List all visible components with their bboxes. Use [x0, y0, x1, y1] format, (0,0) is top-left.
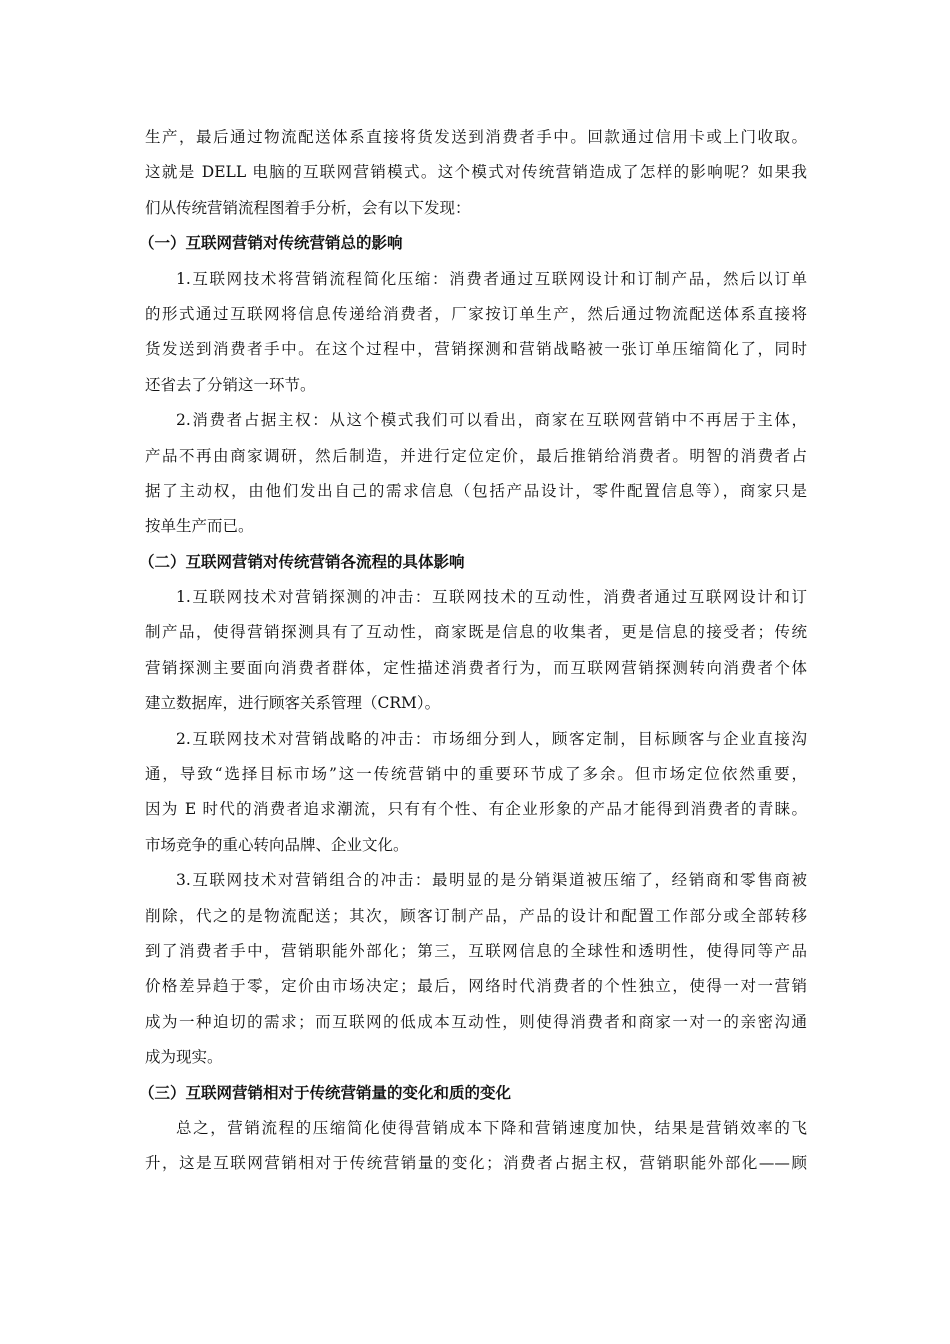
- paragraph: [145, 580, 807, 722]
- text-line: 们从传统营销流程图着手分析，会有以下发现：: [145, 198, 471, 217]
- paragraph: [145, 403, 807, 545]
- paragraph: [145, 262, 807, 404]
- text-line: 2.消费者占据主权：从这个模式我们可以看出，商家在互联网营销中不再居于主体，: [176, 411, 807, 430]
- text-line: 价格差异趋于零，定价由市场决定；最后，网络时代消费者的个性独立，使得一对一营销: [145, 977, 807, 996]
- text-line: 建立数据库，进行顾客关系管理（CRM）。: [145, 694, 441, 713]
- text-line: 营销探测主要面向消费者群体，定性描述消费者行为，而互联网营销探测转向消费者个体: [145, 658, 807, 677]
- intro-paragraph: [145, 120, 807, 226]
- text-line: 3.互联网技术对营销组合的冲击：最明显的是分销渠道被压缩了，经销商和零售商被: [176, 871, 807, 890]
- text-line: 按单生产而已。: [145, 517, 254, 536]
- text-line: 制产品，使得营销探测具有了互动性，商家既是信息的收集者，更是信息的接受者；传统: [145, 623, 807, 642]
- text-line: 2.互联网技术对营销战略的冲击：市场细分到人，顾客定制，目标顾客与企业直接沟: [176, 729, 807, 748]
- text-line: 成为一种迫切的需求；而互联网的低成本互动性，则使得消费者和商家一对一的亲密沟通: [145, 1012, 807, 1031]
- document-body: [139, 120, 807, 1182]
- text-line: 1.互联网技术将营销流程简化压缩：消费者通过互联网设计和订制产品，然后以订单: [176, 269, 807, 288]
- text-line: 通，导致“选择目标市场”这一传统营销中的重要环节成了多余。但市场定位依然重要，: [145, 765, 807, 784]
- text-line: 货发送到消费者手中。在这个过程中，营销探测和营销战略被一张订单压缩简化了，同时: [145, 340, 807, 359]
- paragraph: [145, 722, 807, 864]
- text-line: 因为 E 时代的消费者追求潮流，只有有个性、有企业形象的产品才能得到消费者的青睐。: [145, 800, 807, 819]
- paragraph: [145, 1111, 807, 1182]
- text-line: 市场竞争的重心转向品牌、企业文化。: [145, 835, 409, 854]
- text-line: 1.互联网技术对营销探测的冲击：互联网技术的互动性，消费者通过互联网设计和订: [176, 588, 807, 607]
- section-heading-3: （三）互联网营销相对于传统营销量的变化和质的变化: [139, 1083, 512, 1102]
- text-line: 到了消费者手中，营销职能外部化；第三，互联网信息的全球性和透明性，使得同等产品: [145, 941, 807, 960]
- text-line: 还省去了分销这一环节。: [145, 375, 316, 394]
- paragraph: [145, 863, 807, 1075]
- text-line: 成为现实。: [145, 1048, 223, 1067]
- text-line: 总之，营销流程的压缩简化使得营销成本下降和营销速度加快，结果是营销效率的飞: [176, 1118, 807, 1137]
- text-line: 据了主动权，由他们发出自己的需求信息（包括产品设计，零件配置信息等），商家只是: [145, 481, 807, 500]
- text-line: 削除，代之的是物流配送；其次，顾客订制产品，产品的设计和配置工作部分或全部转移: [145, 906, 807, 925]
- text-line: 的形式通过互联网将信息传递给消费者，厂家按订单生产，然后通过物流配送体系直接将: [145, 304, 807, 323]
- text-line: 升，这是互联网营销相对于传统营销量的变化；消费者占据主权，营销职能外部化——顾: [145, 1154, 807, 1173]
- section-heading-1: （一）互联网营销对传统营销总的影响: [139, 234, 403, 253]
- text-line: 产品不再由商家调研，然后制造，并进行定位定价，最后推销给消费者。明智的消费者占: [145, 446, 807, 465]
- text-line: 生产，最后通过物流配送体系直接将货发送到消费者手中。回款通过信用卡或上门收取。: [145, 128, 807, 146]
- section-heading-2: （二）互联网营销对传统营销各流程的具体影响: [139, 552, 465, 571]
- text-line: 这就是 DELL 电脑的互联网营销模式。这个模式对传统营销造成了怎样的影响呢？如果我: [145, 163, 807, 182]
